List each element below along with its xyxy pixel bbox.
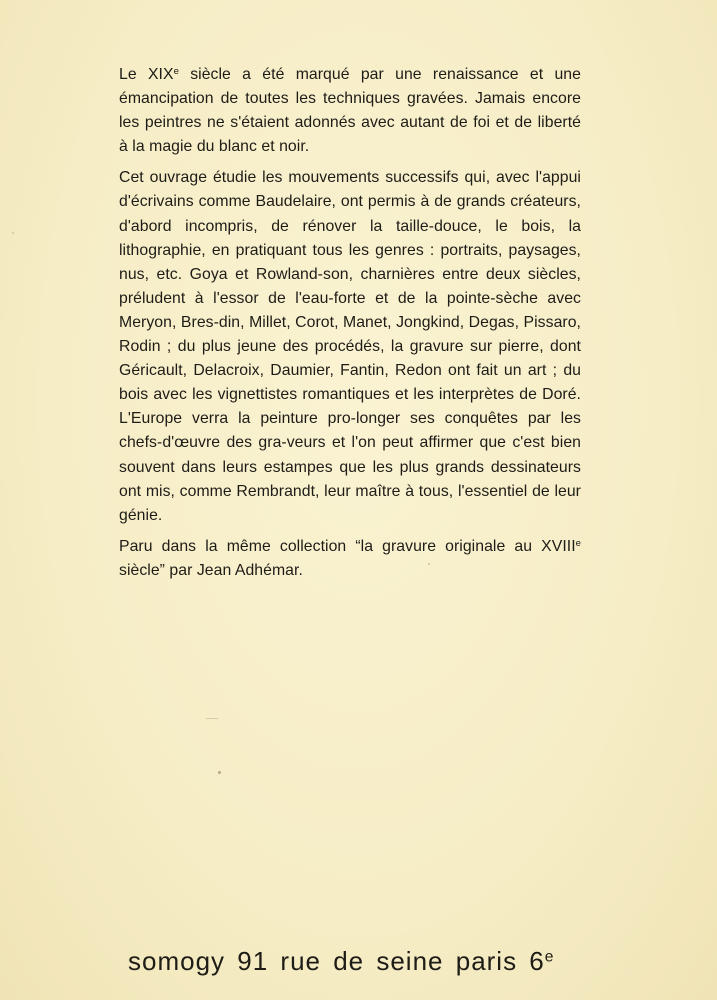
century-superscript: e xyxy=(575,537,581,549)
blurb-text xyxy=(119,63,581,583)
paper-speck xyxy=(218,771,221,774)
publisher-address-text: somogy 91 rue de seine paris 6 xyxy=(128,946,545,976)
arrondissement-superscript: e xyxy=(544,948,555,966)
intro-text-rest: siècle a été marqué par une renaissance et une émancipation de toutes les techniques gravées. Jamais encore les peintres ne s'étaient adonnés avec autant de foi et de liberté à la magie du blanc et noir. xyxy=(119,66,581,156)
blurb-paragraph-body: Cet ouvrage étudie les mouvements successifs qui, avec l'appui d'écrivains comme Baudelaire, ont permis à de grands créateurs, d'abord incompris, de rénover la taille-douce, le bois, la lithographie, en pratiquant tous les genres : portraits, paysages, nus, etc. Goya et Rowland-son, charnières entre deux siècles, préludent à l'essor de l'eau-forte et de la pointe-sèche avec Meryon, Bres-din, Millet, Corot, Manet, Jongkind, Degas, Pissaro, Rodin ; du plus jeune des procédés, la gravure sur pierre, dont Géricault, Delacroix, Daumier, Fantin, Redon ont fait un art ; du bois avec les vignettistes romantiques et les interprètes de Doré. L'Europe verra la peinture pro-longer ses conquêtes par les chefs-d'œuvre des gra-veurs et l'on peut affirmer que c'est bien souvent dans leurs estampes que les plus grands dessinateurs ont mis, comme Rembrandt, leur maître à tous, l'essentiel de leur génie. xyxy=(119,169,581,524)
century-superscript: e xyxy=(173,65,179,77)
blurb-paragraph-collection xyxy=(119,535,581,583)
collection-text-rest: siècle” par Jean Adhémar. xyxy=(119,561,303,579)
paper-speck xyxy=(428,563,430,565)
blurb-paragraph-intro xyxy=(119,63,581,159)
publisher-address xyxy=(128,946,554,977)
paper-speck xyxy=(12,232,14,234)
intro-text-start: Le XIX xyxy=(119,66,174,83)
collection-text-start: Paru dans la même collection “la gravure originale au XVIII xyxy=(119,537,576,555)
paper-speck xyxy=(206,718,218,719)
